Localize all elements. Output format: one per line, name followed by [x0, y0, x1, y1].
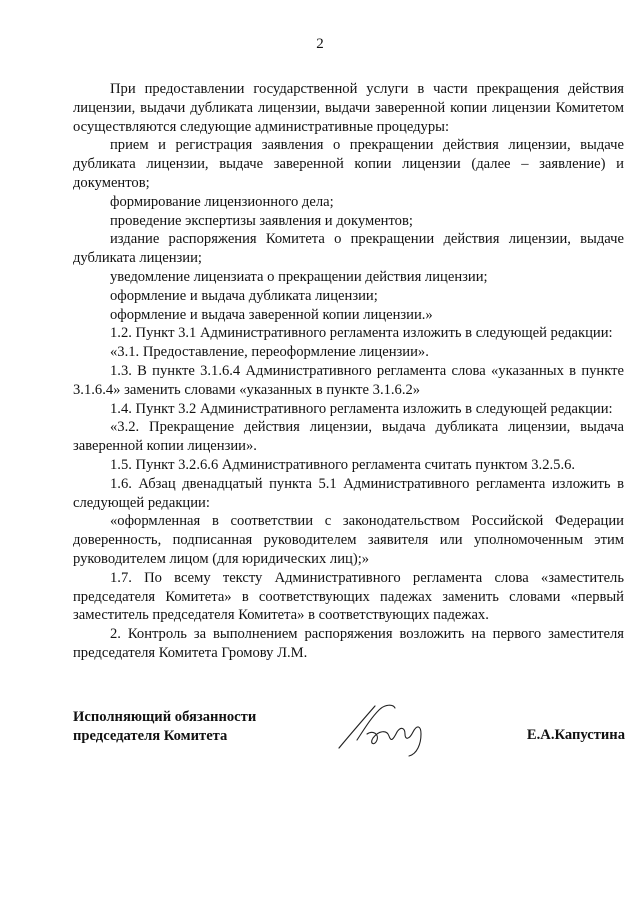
paragraph-order-issue: издание распоряжения Комитета о прекращении действия лицензии, выдаче дубликата лицензии;	[73, 231, 624, 267]
paragraph-license-file: формирование лицензионного дела;	[110, 193, 334, 210]
paragraph-quote-3-1: «3.1. Предоставление, переоформление лицензии».	[110, 344, 429, 361]
signer-title-line1: Исполняющий обязанности	[73, 709, 257, 725]
page-number: 2	[316, 36, 324, 52]
paragraph-duplicate: оформление и выдача дубликата лицензии;	[110, 287, 378, 304]
signer-name: Е.А.Капустина	[526, 727, 625, 743]
paragraph-expertise: проведение экспертизы заявления и документов;	[110, 212, 413, 229]
paragraph-item-1-7: 1.7. По всему тексту Административного регламента слова «заместитель председателя Комитета» в соответствующих падежах заменить словами «первый заместитель председателя Комитета» в соответствующих падежах.	[73, 569, 624, 624]
paragraph-reception-registration: прием и регистрация заявления о прекращении действия лицензии, выдаче дубликата лицензии, выдаче заверенной копии лицензии (далее – заявление) и документов;	[73, 137, 624, 191]
paragraph-quote-power-of-attorney: «оформленная в соответствии с законодательством Российской Федерации доверенность, подписанная руководителем заявителя или уполномоченным этим руководителем лицом (для юридических лиц);»	[73, 513, 624, 567]
paragraph-item-1-4: 1.4. Пункт 3.2 Административного регламента изложить в следующей редакции:	[110, 400, 613, 417]
paragraph-procedures-intro: При предоставлении государственной услуги в части прекращения действия лицензии, выдачи дубликата лицензии, выдачи заверенной копии лицензии Комитетом осуществляются следующие административные процедуры:	[73, 81, 624, 135]
paragraph-item-1-3: 1.3. В пункте 3.1.6.4 Административного регламента слова «указанных в пункте 3.1.6.4» заменить словами «указанных в пункте 3.1.6.2»	[73, 362, 624, 398]
paragraph-certified-copy: оформление и выдача заверенной копии лицензии.»	[110, 306, 433, 323]
paragraph-quote-3-2: «3.2. Прекращение действия лицензии, выдача дубликата лицензии, выдача заверенной копии лицензии».	[73, 419, 624, 455]
signature-block	[73, 700, 625, 770]
paragraph-item-1-5: 1.5. Пункт 3.2.6.6 Административного регламента считать пунктом 3.2.5.6.	[110, 456, 576, 473]
paragraph-notification: уведомление лицензиата о прекращении действия лицензии;	[110, 268, 488, 285]
paragraph-item-1-2: 1.2. Пункт 3.1 Административного регламента изложить в следующей редакции:	[110, 325, 613, 342]
paragraph-item-2: 2. Контроль за выполнением распоряжения возложить на первого заместителя председателя Комитета Громову Л.М.	[73, 626, 624, 661]
signer-title-line2: председателя Комитета	[73, 727, 228, 744]
paragraph-item-1-6: 1.6. Абзац двенадцатый пункта 5.1 Административного регламента изложить в следующей редакции:	[73, 475, 624, 511]
signer-title	[73, 708, 256, 746]
handwritten-signature	[335, 700, 439, 758]
document-body	[73, 80, 624, 663]
